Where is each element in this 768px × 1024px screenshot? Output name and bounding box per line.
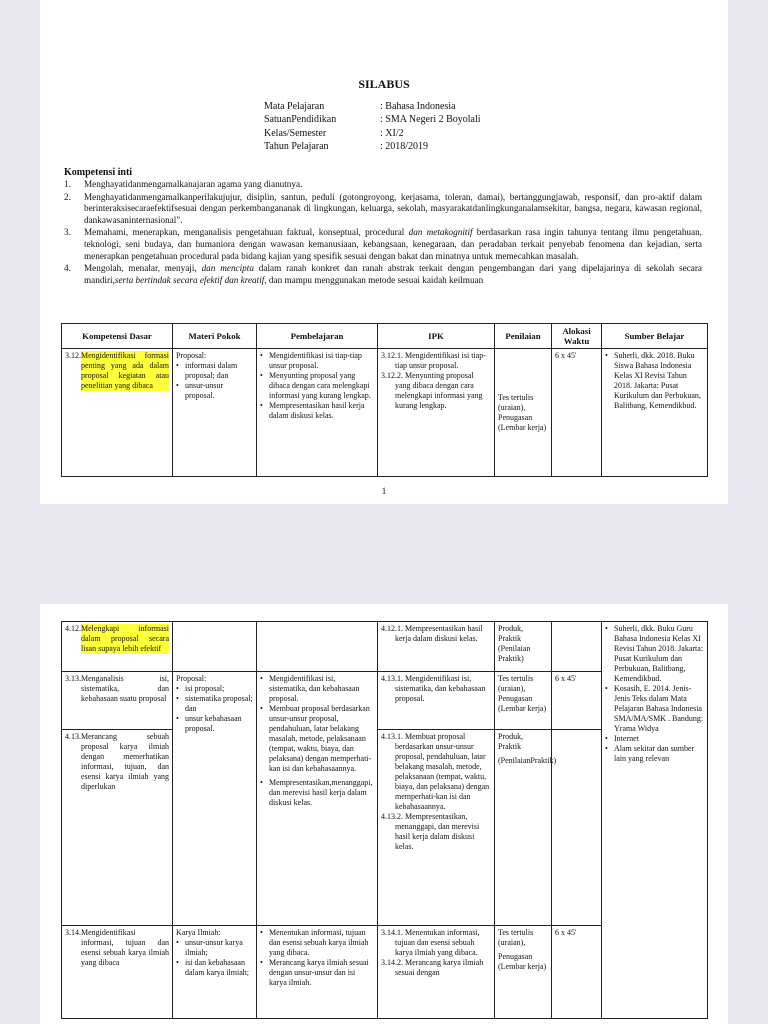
list-item: • Mengidentifikasi isi tiap-tiap unsur proposal. — [260, 351, 374, 371]
ki-item — [64, 227, 702, 262]
table-header-row — [62, 324, 708, 349]
kd-cell — [62, 730, 173, 926]
ipk-item: 3.12.1. Mengidentifikasi isi tiap-tiap unsur proposal. — [381, 351, 486, 370]
materi-title: Karya Ilmiah: — [176, 928, 221, 937]
info-label: SatuanPendidikan — [264, 114, 337, 126]
sumber-cell — [602, 622, 708, 1019]
list-item: • Alam sekitar dan sumber lain yang relevan — [605, 744, 704, 764]
header-kompetensi-dasar: Kompetensi Dasar — [62, 324, 173, 349]
list-item: • Membuat proposal berdasarkan unsur-unsur proposal, pendahuluan, latar belakang masalah, metode, pelaksanaan (tempat, waktu, biaya, dan pelaksana) dengan memperhati-kan isi dan kebahasaannya. — [260, 704, 374, 774]
materi-list — [176, 938, 253, 978]
list-item: • Kosasih, E. 2014. Jenis-Jenis Teks dalam Mata Pelajaran Bahasa Indonesia SMA/MA/SMK . Bandung: Yrama Widya — [605, 684, 704, 734]
ki-text: Menghayatidanmengamalkanajaran agama yang dianutnya. — [84, 179, 303, 189]
penilaian-text: (PenilaianPraktik) — [498, 756, 557, 765]
ki-item — [64, 179, 702, 191]
ki-text: Menghayatidanmengamalkanperilakujujur, disiplin, santun, peduli (gotongroyong, kerjasama, toleran, damai), bertanggungjawab, responsif, dan pro-aktif dalam berinteraksisecaraefektifsesuai dengan perkembangananak di lingkungan, keluarga, sekolah, masyarakatdanlingkunganalamsekitar, bangsa, negara, kawasan regional, dankawasaninternasional". — [84, 191, 702, 225]
sumber-list — [605, 624, 704, 764]
ki-number: 1. — [64, 179, 71, 189]
list-item: • informasi dalam proposal; dan — [176, 361, 253, 381]
pembelajaran-list — [260, 351, 374, 421]
list-item: • Mengidentifikasi isi, sistematika, dan kebahasaan proposal. — [260, 674, 374, 704]
ki-text-italic: serta bertindak secara efektif dan kreatif — [114, 274, 265, 285]
kd-number: 4.13. — [65, 732, 81, 741]
ipk-item: 3.12.2. Menyunting proposal yang dibaca dengan cara melengkapi informasi yang kurang lengkap. — [381, 371, 483, 410]
materi-title: Proposal: — [176, 351, 207, 360]
penilaian-cell: Tes tertulis (uraian), Penugasan (Lembar kerja) — [495, 672, 552, 730]
materi-list — [176, 361, 253, 401]
info-value: : Bahasa Indonesia — [380, 101, 456, 112]
info-label: Mata Pelajaran — [264, 101, 325, 112]
table-row — [62, 622, 708, 672]
alokasi-cell: 6 x 45' — [552, 349, 602, 477]
ipk-item: 4.13.1. Membuat proposal berdasarkan unsur-unsur proposal, pendahuluan, latar belakang masalah, metode, pelaksanaan (tempat, waktu, biaya, dan pelaksana) dengan memperhati-kan isi dan kebahasaannya. — [381, 732, 490, 811]
list-item: • sistematika proposal; dan — [176, 694, 253, 714]
ipk-item: 4.12.1. Mempresentasikan hasil kerja dalam diskusi kelas. — [381, 624, 483, 643]
info-row — [264, 140, 481, 153]
header-materi-pokok: Materi Pokok — [173, 324, 257, 349]
syllabus-info — [264, 100, 481, 154]
list-item: • Merancang karya ilmiah sesuai dengan unsur-unsur dan isi karya ilmiah. — [260, 958, 374, 988]
syllabus-table-continued — [61, 621, 708, 1019]
materi-cell — [173, 349, 257, 477]
materi-title: Proposal: — [176, 674, 207, 683]
kd-number: 3.14. — [65, 928, 81, 937]
kd-text: Melengkapi informasi dalam proposal secara lisan supaya lebih efektif — [81, 624, 169, 653]
header-ipk: IPK — [378, 324, 495, 349]
alokasi-cell: 6 x 45' — [552, 926, 602, 1019]
penilaian-cell — [495, 926, 552, 1019]
list-item: • Internet — [605, 734, 704, 744]
header-sumber-belajar: Sumber Belajar — [602, 324, 708, 349]
list-item: • Suherli, dkk. 2018. Buku Siswa Bahasa Indonesia Kelas XI Revisi Tahun 2018. Jakarta: Pusat Kurikulum dan Perbukuan, Balitbang, Kemendikbud. — [605, 351, 704, 411]
kd-cell — [62, 672, 173, 730]
list-item: • isi dan kebahasaan dalam karya ilmiah; — [176, 958, 253, 978]
penilaian-text: Penugasan (Lembar kerja) — [498, 952, 547, 971]
header-alokasi-waktu: Alokasi Waktu — [552, 324, 602, 349]
header-pembelajaran: Pembelajaran — [257, 324, 378, 349]
kd-text: Menganalisis isi, sistematika, dan kebahasaan suatu proposal — [81, 674, 169, 703]
ki-text — [84, 263, 702, 286]
kd-cell — [62, 349, 173, 477]
list-item: • isi proposal; — [176, 684, 253, 694]
ipk-item: 4.13.1. Mengidentifikasi isi, sistematika, dan kebahasaan proposal. — [381, 674, 486, 703]
ki-text-part: dalam ranah konkret dan ranah abstrak terkait dengan pengembangan dari yang dipelajarinya di sekolah secara mandiri, — [84, 263, 702, 285]
materi-list — [176, 684, 253, 734]
penilaian-cell: Tes tertulis (uraian), Penugasan (Lembar kerja) — [495, 349, 552, 477]
pembelajaran-cell — [257, 349, 378, 477]
header-penilaian: Penilaian — [495, 324, 552, 349]
table-row — [62, 349, 708, 477]
ipk-cell — [378, 622, 495, 672]
kompetensi-inti-list — [64, 179, 702, 287]
list-item: • unsur-unsur karya ilmiah; — [176, 938, 253, 958]
document-page-1 — [40, 0, 728, 504]
ki-text-part: Memahami, menerapkan, menganalisis pengetahuan faktual, konseptual, procedural — [84, 227, 409, 238]
alokasi-cell — [552, 730, 602, 926]
kd-text: Mengidentifikasi formasi penting yang ada dalam proposal kegiatan atau penelitian yang dibaca — [81, 351, 169, 390]
info-label: Kelas/Semester — [264, 127, 327, 139]
kd-number: 3.13. — [65, 674, 81, 683]
list-item: • Suherli, dkk. Buku Guru Bahasa Indonesia Kelas XI Revisi Tahun 2018. Jakarta: Pusat Kurikulum dan Perbukuan, Balitbang, Kemendikbud. — [605, 624, 704, 684]
list-item: • Mempresentasikan,menanggapi, dan merevisi hasil kerja dalam diskusi kelas. — [260, 778, 374, 808]
info-row — [264, 127, 481, 140]
document-title: SILABUS — [358, 77, 410, 91]
kd-number: 4.12. — [65, 624, 81, 633]
alokasi-cell: 6 x 45' — [552, 672, 602, 730]
pembelajaran-cell — [257, 926, 378, 1019]
penilaian-cell — [495, 730, 557, 926]
list-item: • unsur-unsur proposal. — [176, 381, 253, 401]
ipk-item: 4.13.2. Mempresentasikan, menanggapi, dan merevisi hasil kerja dalam diskusi kelas. — [381, 812, 480, 851]
ki-text-part: berdasarkan rasa ingin tahunya tentang ilmu pengetahuan, teknologi, seni budaya, dan humaniora dengan wawasan kemanusiaan, kebangsaan, kenegaraan, dan peradaban terkait penyebab fenomena dan kejadian, serta menerapkan pengetahuan procedural pada bidang kajian yang spesifik sesuai dengan bakat dan minatnya untuk memecahkan masalah. — [84, 227, 702, 261]
materi-cell — [173, 672, 257, 926]
ipk-cell — [378, 672, 495, 730]
info-value: : SMA Negeri 2 Boyolali — [380, 114, 481, 126]
info-row — [264, 113, 481, 126]
kd-number: 3.12. — [65, 351, 81, 360]
ki-number: 2. — [64, 191, 71, 202]
document-page-2 — [40, 604, 728, 1024]
ki-number: 3. — [64, 227, 71, 238]
kompetensi-inti-heading: Kompetensi inti — [64, 167, 133, 178]
sumber-list — [605, 351, 704, 411]
penilaian-text: Tes tertulis (uraian), — [498, 928, 534, 947]
materi-cell — [173, 926, 257, 1019]
ki-text-part: Mengolah, menalar, menyaji, — [84, 263, 202, 274]
list-item: • Menentukan informasi, tujuan dan esensi sebuah karya ilmiah yang dibaca. — [260, 928, 374, 958]
syllabus-table — [61, 323, 708, 477]
ki-text — [84, 227, 702, 262]
pembelajaran-cell — [257, 622, 378, 672]
materi-cell — [173, 622, 257, 672]
info-row — [264, 100, 481, 113]
pembelajaran-list — [260, 928, 374, 988]
info-value: : XI/2 — [380, 127, 404, 139]
info-value: : 2018/2019 — [380, 141, 429, 153]
page-number: 1 — [381, 486, 387, 496]
ki-item — [64, 192, 702, 227]
pembelajaran-cell — [257, 672, 378, 926]
ki-item — [64, 263, 702, 286]
list-item: • Menyunting proposal yang dibaca dengan cara melengkapi informasi yang kurang lengkap. — [260, 371, 374, 401]
ipk-cell — [378, 926, 495, 1019]
ipk-item: 3.14.2. Merancang karya ilmiah sesuai dengan — [381, 958, 484, 977]
kd-text: Merancang sebuah proposal karya ilmiah dengan memerhatikan informasi, tujuan, dan esensi karya ilmiah yang diperlukan — [81, 732, 169, 791]
ki-text-italic: dan mencipta — [201, 263, 254, 274]
alokasi-cell — [552, 622, 602, 672]
list-item: • unsur kebahasaan proposal. — [176, 714, 253, 734]
ipk-cell — [378, 349, 495, 477]
penilaian-text: Produk, Praktik — [498, 732, 524, 751]
ki-text-italic: dan metakognitif — [408, 227, 473, 238]
kd-text: Mengidentifikasi informasi, tujuan dan esensi sebuah karya ilmiah yang dibaca — [81, 928, 169, 967]
ki-number: 4. — [64, 263, 71, 274]
list-item: • Mempresentasikan hasil kerja dalam diskusi kelas. — [260, 401, 374, 421]
ki-text-part: , dan mampu menggunakan metode sesuai kaidah keilmuan — [264, 274, 484, 285]
ipk-cell — [378, 730, 495, 926]
penilaian-cell: Produk, Praktik (Penilaian Praktik) — [495, 622, 552, 672]
ipk-item: 3.14.1. Menentukan informasi, tujuan dan esensi sebuah karya ilmiah yang dibaca. — [381, 928, 480, 957]
sumber-cell — [602, 349, 708, 477]
kd-cell — [62, 926, 173, 1019]
kd-cell — [62, 622, 173, 672]
info-label: Tahun Pelajaran — [264, 141, 329, 153]
pembelajaran-list — [260, 674, 374, 808]
